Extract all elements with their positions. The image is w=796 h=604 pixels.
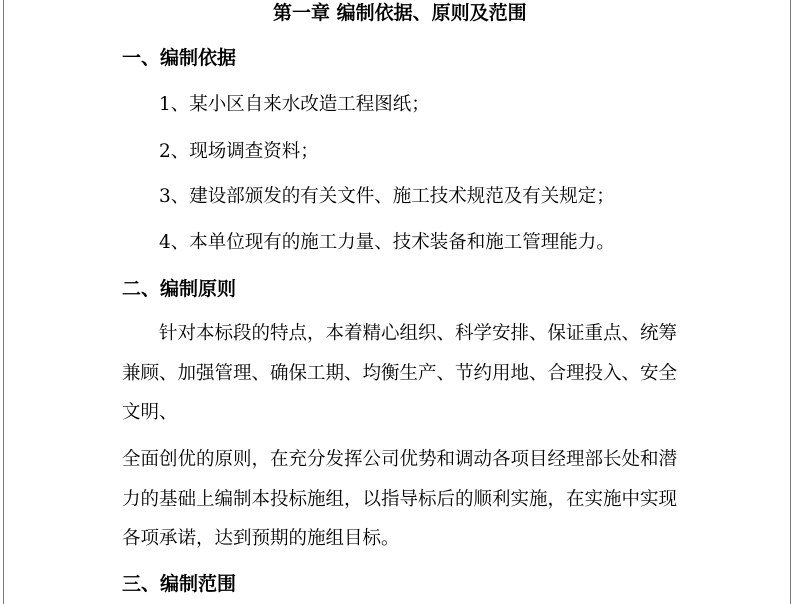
principles-line-6: 各项承诺，达到预期的施组目标。 [122,528,400,549]
basis-item-4: 4、本单位现有的施工力量、技术装备和施工管理能力。 [159,232,615,253]
principles-line-1: 针对本标段的特点，本着精心组织、科学安排、保证重点、统筹 [159,323,678,344]
principles-line-5: 力的基础上编制本投标施组，以指导标后的顺利实施，在实施中实现 [122,489,678,510]
basis-item-3: 3、建设部颁发的有关文件、施工技术规范及有关规定； [159,186,615,207]
principles-line-3: 文明、 [122,402,178,423]
basis-item-1: 1、某小区自来水改造工程图纸； [159,94,430,115]
section-heading-scope: 三、编制范围 [122,573,237,595]
principles-line-2: 兼顾、加强管理、确保工期、均衡生产、节约用地、合理投入、安全 [122,363,678,384]
page-border-right [790,0,791,604]
section-heading-basis: 一、编制依据 [122,47,237,69]
principles-line-4: 全面创优的原则，在充分发挥公司优势和调动各项目经理部长处和潜 [122,449,678,470]
page-border-left [3,0,4,604]
basis-item-2: 2、现场调查资料； [159,141,319,162]
chapter-title: 第一章 编制依据、原则及范围 [273,2,527,24]
section-heading-principles: 二、编制原则 [122,278,237,300]
